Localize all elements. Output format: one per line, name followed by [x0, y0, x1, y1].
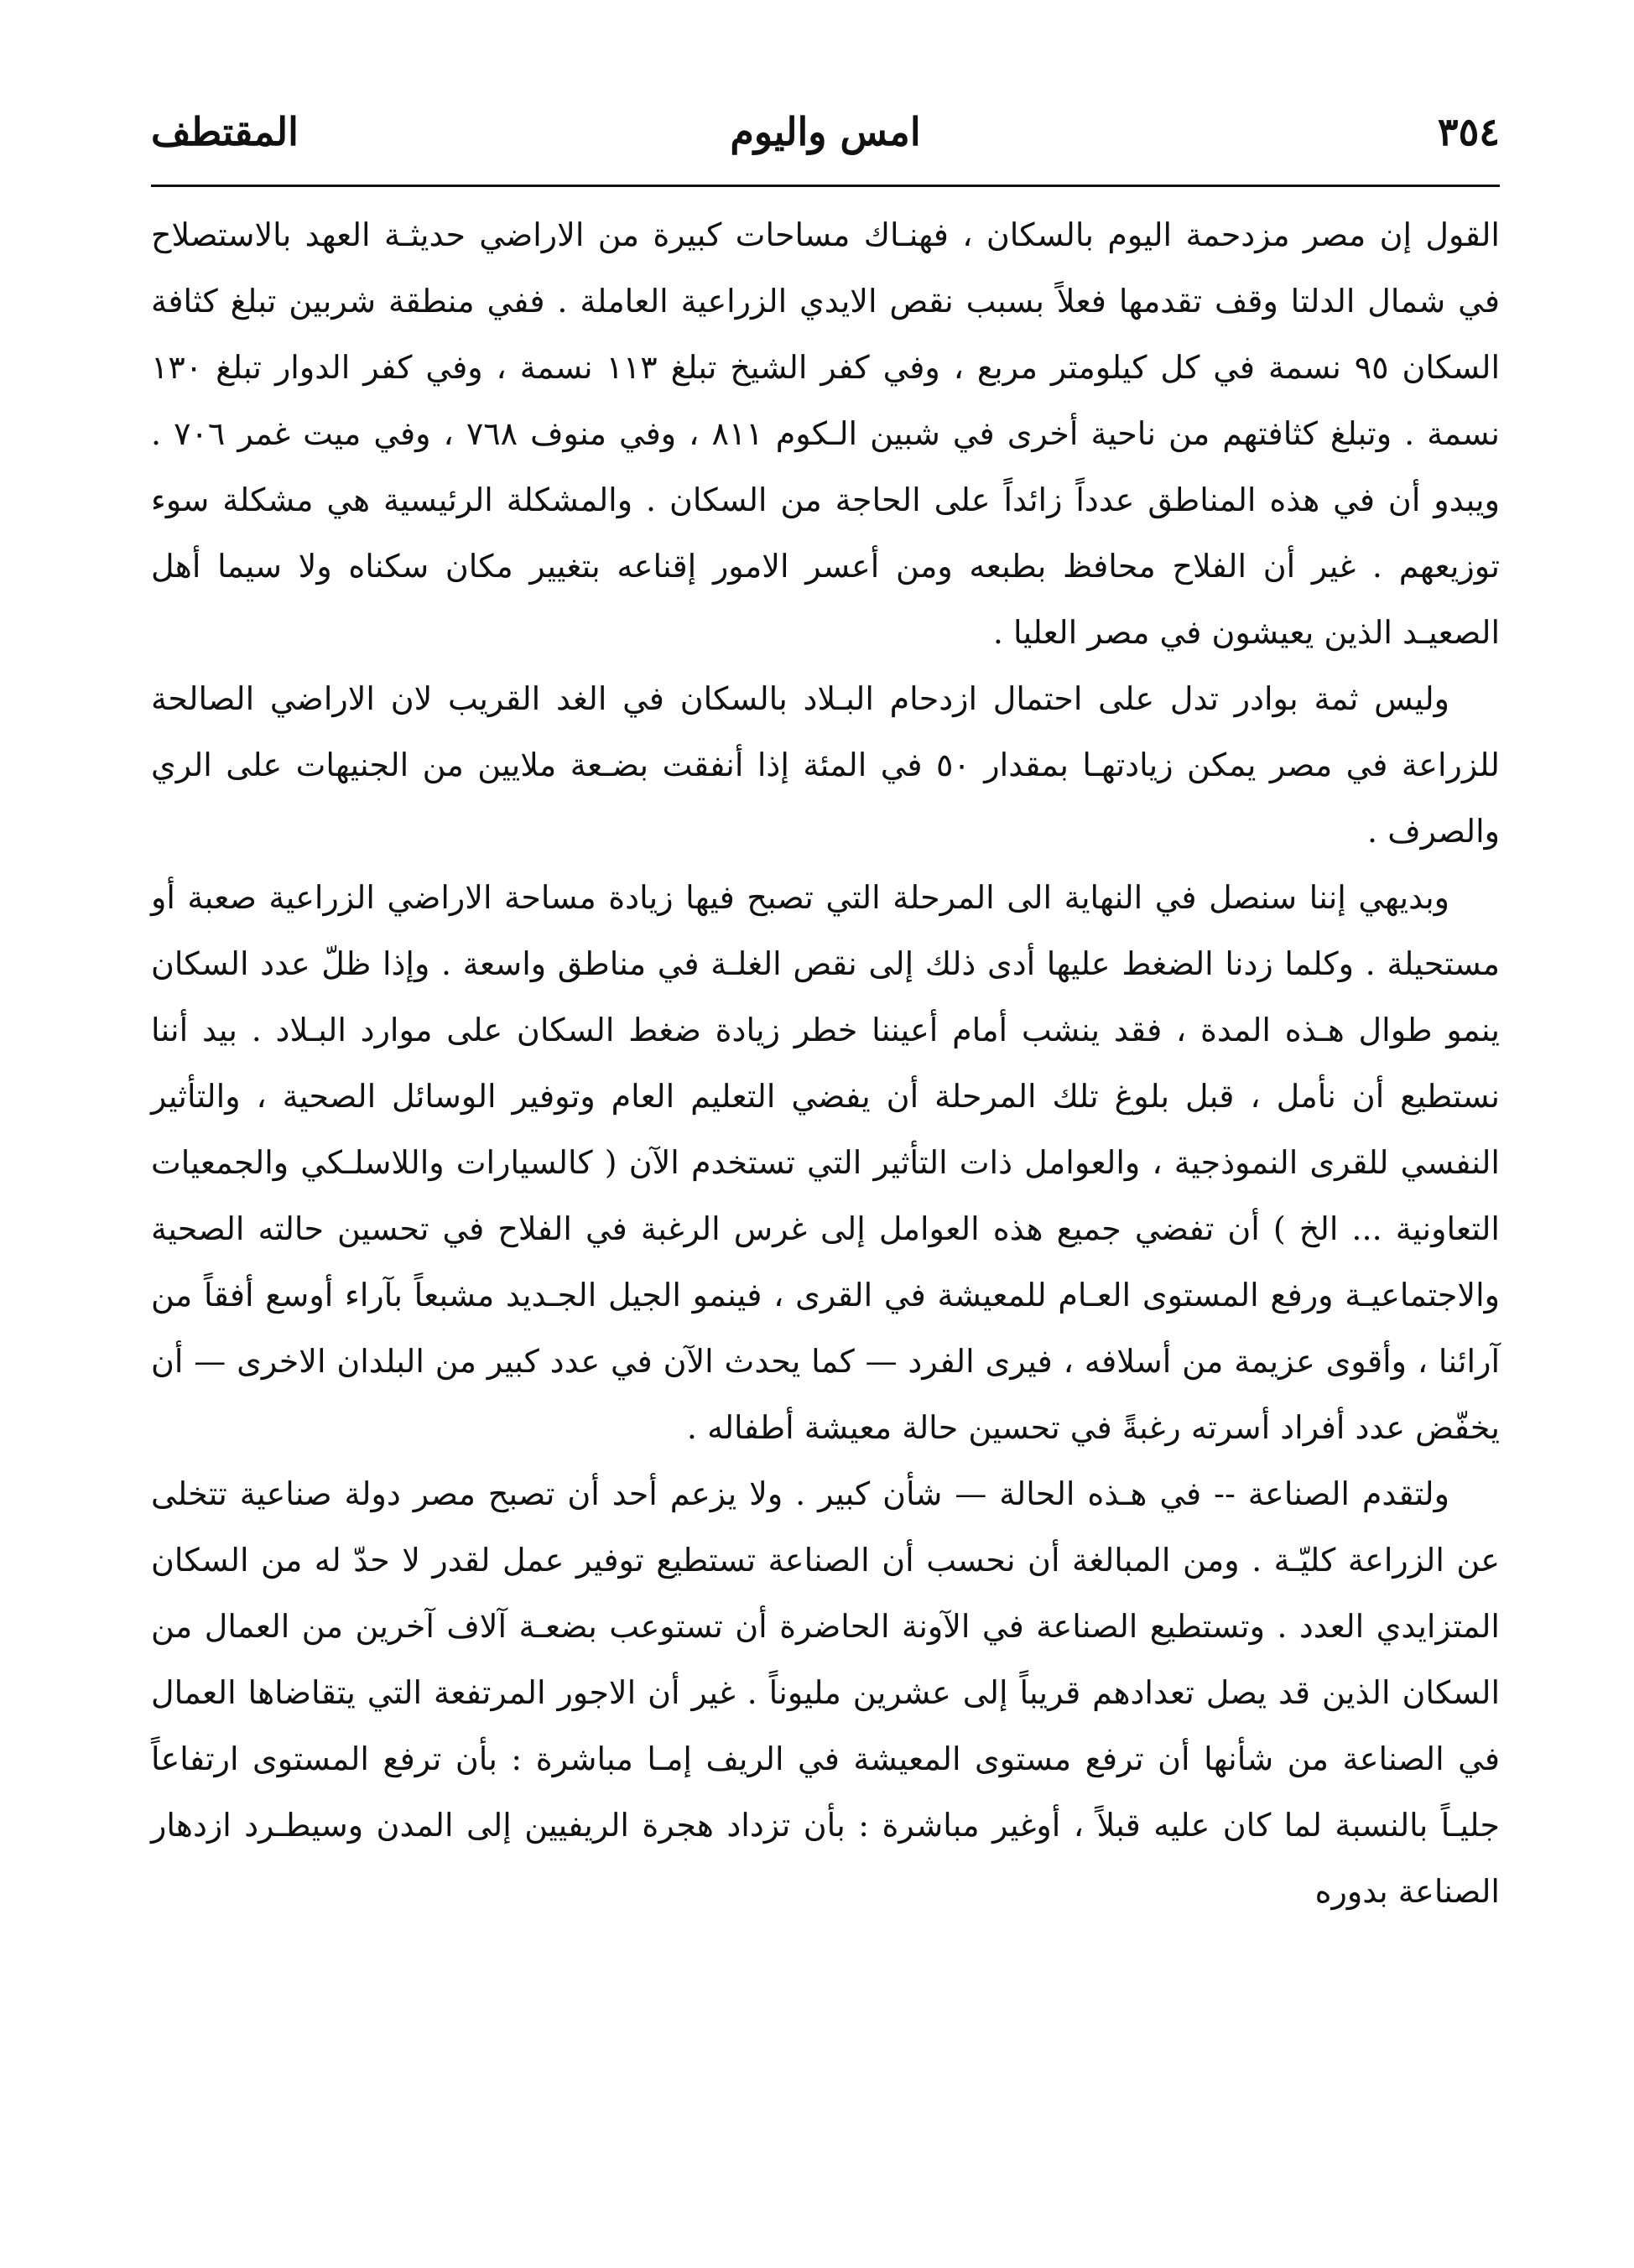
journal-name: المقتطف — [151, 109, 299, 154]
paragraph: وبديهي إننا سنصل في النهاية الى المرحلة التي تصبح فيها زيادة مساحة الاراضي الزراعية صعبة أو مستحيلة . وكلما زدنا الضغط عليها أدى ذلك إلى نقص الغلـة في مناطق واسعة . وإذا ظلّ عدد السكان ينمو طوال هـذه المدة ، فقد ينشب أمام أعيننا خطر زيادة ضغط السكان على موارد البـلاد . بيد أننا نستطيع أن نأمل ، قبل بلوغ تلك المرحلة أن يفضي التعليم العام وتوفير الوسائل الصحية ، والتأثير النفسي للقرى النموذجية ، والعوامل ذات التأثير التي تستخدم الآن ( كالسيارات واللاسلـكي والجمعيات التعاونية ... الخ ) أن تفضي جميع هذه العوامل إلى غرس الرغبة في الفلاح في تحسين حالته الصحية والاجتماعيـة ورفع المستوى العـام للمعيشة في القرى ، فينمو الجيل الجـديد مشبعاً بآراء أوسع أفقاً من آرائنا ، وأقوى عزيمة من أسلافه ، فيرى الفرد — كما يحدث الآن في عدد كبير من البلدان الاخرى — أن يخفّض عدد أفراد أسرته رغبةً في تحسين حالة معيشة أطفاله . — [151, 879, 1500, 1446]
page-number: ٣٥٤ — [1437, 109, 1500, 154]
page — [151, 109, 1500, 2218]
header-rule — [151, 185, 1500, 187]
article-title: امس واليوم — [730, 109, 921, 154]
paragraph: القول إن مصر مزدحمة اليوم بالسكان ، فهنـاك مساحات كبيرة من الاراضي حديثـة العهد بالاستصلاح في شمال الدلتا وقف تقدمها فعلاً بسبب نقص الايدي الزراعية العاملة . ففي منطقة شربين تبلغ كثافة السكان ٩٥ نسمة في كل كيلومتر مربع ، وفي كفر الشيخ تبلغ ١١٣ نسمة ، وفي كفر الدوار تبلغ ١٣٠ نسمة . وتبلغ كثافتهم من ناحية أخرى في شبين الـكوم ٨١١ ، وفي منوف ٧٦٨ ، وفي ميت غمر ٧٠٦ . ويبدو أن في هذه المناطق عدداً زائداً على الحاجة من السكان . والمشكلة الرئيسية هي مشكلة سوء توزيعهم . غير أن الفلاح محافظ بطبعه ومن أعسر الامور إقناعه بتغيير مكان سكناه ولا سيما أهل الصعيـد الذين يعيشون في مصر العليا . — [151, 216, 1500, 651]
article-body — [151, 202, 1500, 1925]
running-header — [151, 109, 1500, 168]
paragraph: ولتقدم الصناعة -- في هـذه الحالة — شأن كبير . ولا يزعم أحد أن تصبح مصر دولة صناعية تتخلى عن الزراعة كليّـة . ومن المبالغة أن نحسب أن الصناعة تستطيع توفير عمل لقدر لا حدّ له من السكان المتزايدي العدد . وتستطيع الصناعة في الآونة الحاضرة أن تستوعب بضعـة آلاف آخرين من العمال من السكان الذين قد يصل تعدادهم قريباً إلى عشرين مليوناً . غير أن الاجور المرتفعة التي يتقاضاها العمال في الصناعة من شأنها أن ترفع مستوى المعيشة في الريف إمـا مباشرة : بأن ترفع المستوى ارتفاعاً جليـاً بالنسبة لما كان عليه قبلاً ، أوغير مباشرة : بأن تزداد هجرة الريفيين إلى المدن وسيطـرد ازدهار الصناعة بدوره — [151, 1475, 1500, 1910]
paragraph: وليس ثمة بوادر تدل على احتمال ازدحام البـلاد بالسكان في الغد القريب لان الاراضي الصالحة للزراعة في مصر يمكن زيادتهـا بمقدار ٥٠ في المئة إذا أنفقت بضـعة ملايين من الجنيهات على الري والصرف . — [151, 680, 1500, 850]
